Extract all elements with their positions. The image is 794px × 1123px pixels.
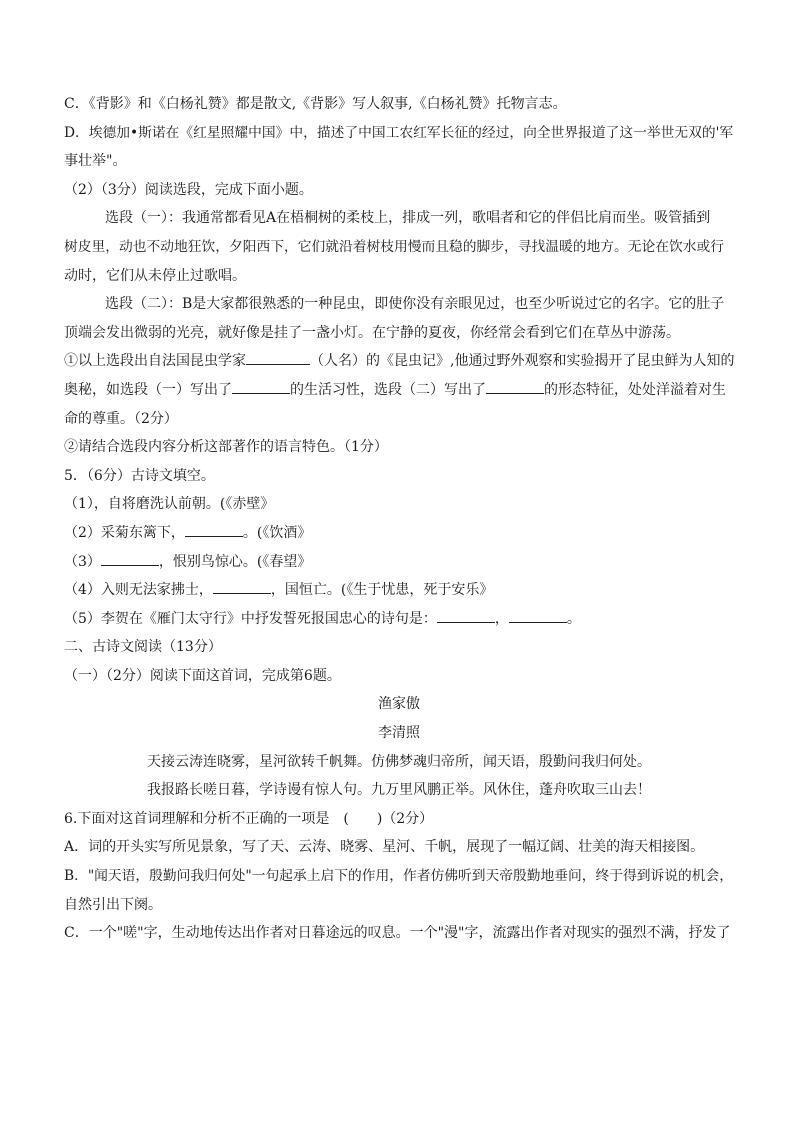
fill-item-3 [64, 548, 734, 577]
text-segment: ， [494, 610, 509, 627]
option-d-continued: 事壮举"。 [64, 153, 127, 170]
answer-blank[interactable] [213, 578, 271, 594]
answer-blank[interactable] [246, 349, 310, 365]
answer-blank[interactable] [437, 607, 495, 623]
question-6-stem: 6.下面对这首词理解和分析不正确的一项是 ( )（2分） [64, 810, 434, 827]
fill-item-4 [64, 576, 734, 605]
fill-item-1: （1），自将磨洗认前朝。(《赤壁》 [64, 496, 275, 513]
poem-line-1: 天接云涛连晓雾，星河欲转千帆舞。仿佛梦魂归帝所，闻天语，殷勤问我归何处。 [147, 753, 651, 770]
text-segment: （5）李贺在《雁门太守行》中抒发誓死报国忠心的诗句是： [64, 610, 437, 627]
answer-blank[interactable] [101, 550, 159, 566]
passage-1-line-1: 选段（一）：我通常都看见A在梧桐树的柔枝上，排成一列，歌唱者和它的伴侣比肩而坐。吸管插到 [105, 210, 711, 227]
answer-blank[interactable] [486, 378, 544, 394]
text-segment: 的形态特征，处处洋溢着对生 [544, 381, 726, 398]
option-b: B．"闻天语，殷勤问我归何处"一句起承上启下的作用，作者仿佛听到天帝殷勤地垂问，终于得到诉说的机会， [64, 868, 734, 885]
subquestion-2: ②请结合选段内容分析这部著作的语言特色。（1分） [64, 439, 388, 456]
passage-1-line-3: 动时，它们从未停止过歌唱。 [64, 267, 246, 284]
text-segment: （人名）的《昆虫记》,他通过野外观察和实验揭开了昆虫鲜为人知的 [310, 353, 735, 370]
document-page [64, 90, 734, 948]
option-a: A．词的开头实写所见景象，写了天、云涛、晓雾、星河、千帆，展现了一幅辽阔、壮美的海天相接图。 [64, 839, 705, 856]
section-2-heading: 二、古诗文阅读（13分） [64, 639, 222, 656]
subquestion-1-line-3: 命的尊重。（2分） [64, 410, 178, 427]
text-segment: 。(《饮酒》 [242, 524, 312, 541]
fill-item-2 [64, 519, 734, 548]
option-b-continued: 自然引出下阕。 [64, 896, 162, 913]
passage-2-line-2: 顶端会发出微弱的光亮，就好像是挂了一盏小灯。在宁静的夏夜，你经常会看到它们在草丛中游荡。 [64, 324, 680, 341]
answer-blank[interactable] [185, 521, 243, 537]
text-segment: 奥秘，如选段（一）写出了 [64, 381, 232, 398]
option-c-line: C．《背影》和《白杨礼赞》都是散文,《背影》写人叙事,《白杨礼赞》托物言志。 [64, 96, 567, 112]
poem-title: 渔家傲 [378, 696, 420, 713]
text-segment: （4）入则无法家拂士， [64, 582, 213, 599]
answer-blank[interactable] [509, 607, 567, 623]
text-segment: ①以上选段出自法国昆虫学家 [64, 353, 246, 370]
question-4-2-heading: （2）（3分）阅读选段，完成下面小题。 [64, 181, 313, 198]
subquestion-1-line-2 [64, 376, 734, 405]
poem-line-2: 我报路长嗟日暮，学诗谩有惊人句。九万里风鹏正举。风休住，蓬舟吹取三山去！ [147, 782, 651, 799]
poem-author: 李清照 [378, 725, 420, 742]
option-d-line: D．埃德加•斯诺在《红星照耀中国》中，描述了中国工农红军长征的经过，向全世界报道了这一举世无双的'军 [64, 124, 734, 141]
question-5-heading: 5．（6分）古诗文填空。 [64, 467, 215, 484]
text-segment: ，国恒亡。(《生于忧患，死于安乐》 [270, 582, 494, 599]
text-segment: ，恨别鸟惊心。(《春望》 [158, 553, 312, 570]
text-segment: （2）采菊东篱下， [64, 524, 185, 541]
answer-blank[interactable] [232, 378, 290, 394]
passage-2-line-1: 选段（二）：B是大家都很熟悉的一种昆虫，即使你没有亲眼见过，也至少听说过它的名字。它的肚子 [105, 296, 725, 313]
text-segment: （3） [64, 553, 101, 570]
text-segment: 。 [566, 610, 581, 627]
fill-item-5 [64, 605, 734, 634]
poem-instructions: （一）（2分）阅读下面这首词，完成第6题。 [64, 667, 341, 684]
subquestion-1-line-1 [64, 347, 734, 376]
passage-1-line-2: 树皮里，动也不动地狂饮，夕阳西下，它们就沿着树枝用慢而且稳的脚步，寻找温暖的地方。无论在饮水或行 [64, 238, 725, 255]
text-segment: 的生活习性，选段（二）写出了 [290, 381, 486, 398]
option-c: C．一个"嗟"字，生动地传达出作者对日暮途远的叹息。一个"漫"字，流露出作者对现实的强烈不满，抒发了 [64, 925, 731, 942]
